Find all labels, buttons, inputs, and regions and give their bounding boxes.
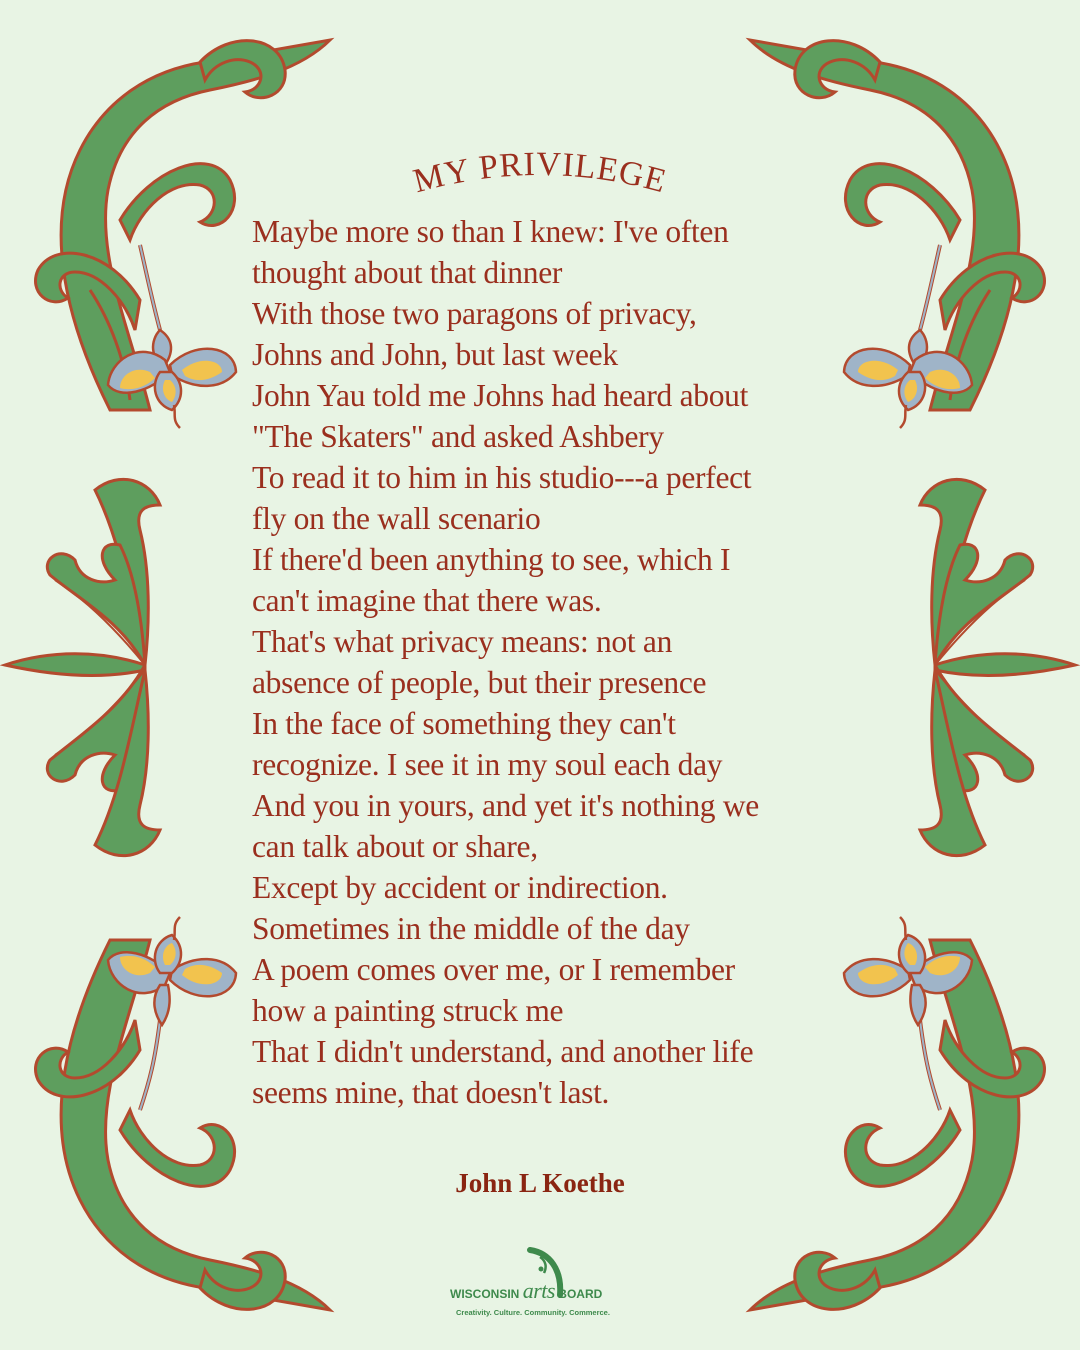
poem-line: seems mine, that doesn't last.	[252, 1075, 610, 1110]
logo-name-right: BOARD	[558, 1287, 603, 1301]
poem-line: And you in yours, and yet it's nothing we	[252, 788, 759, 823]
logo-name-left: WISCONSIN	[450, 1287, 520, 1301]
poem-line: That I didn't understand, and another life	[252, 1034, 754, 1069]
poem-line: can't imagine that there was.	[252, 583, 602, 618]
poem-line: Johns and John, but last week	[252, 337, 618, 372]
poem-line: If there'd been anything to see, which I	[252, 542, 731, 577]
poem-line: A poem comes over me, or I remember	[252, 952, 735, 987]
poem-author: John L Koethe	[455, 1168, 625, 1198]
poem-title	[0, 150, 1080, 210]
poem-line: absence of people, but their presence	[252, 665, 707, 700]
poem-line: To read it to him in his studio---a perfect	[252, 460, 752, 495]
poem-line: fly on the wall scenario	[252, 501, 541, 536]
poem-line: John Yau told me Johns had heard about	[252, 378, 749, 413]
poem-line: "The Skaters" and asked Ashbery	[252, 419, 664, 454]
poem-line: Sometimes in the middle of the day	[252, 911, 690, 946]
logo-name-middle: arts	[522, 1278, 555, 1303]
poem-line: recognize. I see it in my soul each day	[252, 747, 723, 782]
svg-text:MY PRIVILEGE	[410, 150, 671, 200]
poem-title-text: MY PRIVILEGE	[409, 150, 671, 201]
logo-wordmark	[450, 1278, 630, 1304]
poem-line: how a painting struck me	[252, 993, 564, 1028]
poem-line: That's what privacy means: not an	[252, 624, 673, 659]
poem-line: can talk about or share,	[252, 829, 538, 864]
wisconsin-arts-board-logo	[450, 1245, 630, 1325]
logo-tagline: Creativity. Culture. Community. Commerce.	[456, 1308, 610, 1317]
poem-body	[252, 211, 852, 1113]
poem-line: Maybe more so than I knew: I've often	[252, 214, 729, 249]
poem-line: thought about that dinner	[252, 255, 563, 290]
poem-line: With those two paragons of privacy,	[252, 296, 697, 331]
poem-line: In the face of something they can't	[252, 706, 676, 741]
poem-line: Except by accident or indirection.	[252, 870, 668, 905]
